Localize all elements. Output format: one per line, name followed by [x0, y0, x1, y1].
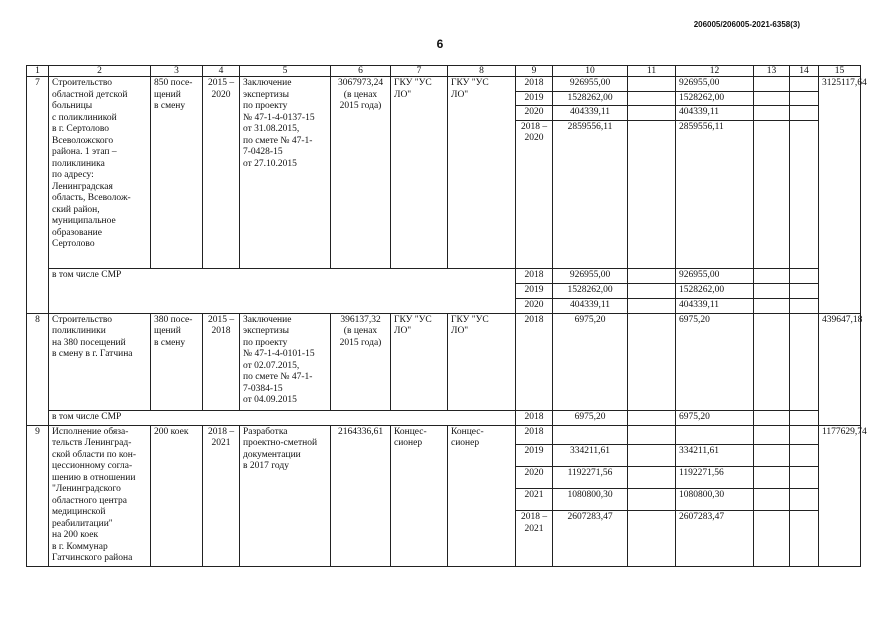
total-funding — [553, 425, 628, 445]
regional-funding: 404339,11 — [676, 298, 754, 313]
document-number: 206005/206005-2021-6358(3) — [693, 20, 800, 29]
object-capacity: 200 коек — [151, 425, 203, 566]
expertise-details: Разработка проектно-сметной документации в 2017 году — [240, 425, 331, 566]
budget-table-container — [26, 65, 867, 567]
year-cell: 2021 — [516, 489, 553, 511]
regional-funding: 1528262,00 — [676, 91, 754, 106]
total-funding: 1192271,56 — [553, 467, 628, 489]
budget-table — [26, 65, 867, 567]
smr-label: в том числе СМР — [49, 268, 516, 313]
total-funding: 926955,00 — [553, 268, 628, 283]
column-number-8: 8 — [448, 66, 516, 77]
other-funding — [790, 425, 819, 445]
expertise-details: Заключение экспертизы по проекту № 47-1-4-0101-15 от 02.07.2015, по смете № 47-1- 7-0384-15 от 04.09.2015 — [240, 313, 331, 410]
column-number-7: 7 — [391, 66, 448, 77]
year-cell: 2019 — [516, 283, 553, 298]
local-funding — [754, 511, 790, 566]
year-cell: 2018 — [516, 313, 553, 410]
column-number-1: 1 — [27, 66, 49, 77]
smr-row — [27, 268, 861, 283]
state-customer: Концес- сионер — [391, 425, 448, 566]
estimated-cost: 396137,32 (в ценах 2015 года) — [331, 313, 391, 410]
regional-funding: 926955,00 — [676, 268, 754, 283]
local-funding — [754, 268, 790, 283]
column-number-5: 5 — [240, 66, 331, 77]
column-number-11: 11 — [628, 66, 676, 77]
local-funding — [754, 313, 790, 410]
other-funding — [790, 298, 819, 313]
column-number-2: 2 — [49, 66, 151, 77]
year-cell: 2018 – 2020 — [516, 120, 553, 268]
year-cell: 2019 — [516, 91, 553, 106]
expertise-details: Заключение экспертизы по проекту № 47-1-4-0137-15 от 31.08.2015, по смете № 47-1- 7-0428-15 от 27.10.2015 — [240, 77, 331, 269]
regional-funding: 2607283,47 — [676, 511, 754, 566]
total-funding: 404339,11 — [553, 106, 628, 121]
federal-funding — [628, 467, 676, 489]
local-funding — [754, 489, 790, 511]
table-row — [27, 77, 861, 92]
other-funding — [790, 106, 819, 121]
federal-funding — [628, 445, 676, 467]
year-cell: 2018 — [516, 410, 553, 425]
regional-funding: 6975,20 — [676, 410, 754, 425]
local-funding — [754, 283, 790, 298]
smr-row — [27, 410, 861, 425]
local-funding — [754, 298, 790, 313]
column-number-row — [27, 66, 861, 77]
construction-period: 2015 – 2018 — [203, 313, 240, 410]
object-capacity: 850 посе- щений в смену — [151, 77, 203, 269]
local-funding — [754, 425, 790, 445]
state-customer: ГКУ "УС ЛО" — [391, 77, 448, 269]
other-funding — [790, 511, 819, 566]
entry-number: 9 — [27, 425, 49, 566]
page-number: 6 — [436, 37, 444, 51]
other-funding — [790, 283, 819, 298]
local-funding — [754, 120, 790, 268]
federal-funding — [628, 283, 676, 298]
federal-funding — [628, 425, 676, 445]
table-row — [27, 425, 861, 445]
other-funding — [790, 467, 819, 489]
other-funding — [790, 120, 819, 268]
year-cell: 2018 — [516, 77, 553, 92]
other-funding — [790, 77, 819, 92]
other-funding — [790, 489, 819, 511]
total-funding: 926955,00 — [553, 77, 628, 92]
remaining-cost: 3125117,64 — [819, 77, 861, 314]
column-number-12: 12 — [676, 66, 754, 77]
estimated-cost: 3067973,24 (в ценах 2015 года) — [331, 77, 391, 269]
federal-funding — [628, 120, 676, 268]
year-cell: 2020 — [516, 467, 553, 489]
federal-funding — [628, 298, 676, 313]
federal-funding — [628, 106, 676, 121]
regional-funding: 2859556,11 — [676, 120, 754, 268]
federal-funding — [628, 91, 676, 106]
regional-funding: 334211,61 — [676, 445, 754, 467]
table-row — [27, 313, 861, 410]
other-funding — [790, 313, 819, 410]
other-funding — [790, 268, 819, 283]
other-funding — [790, 410, 819, 425]
column-number-14: 14 — [790, 66, 819, 77]
total-funding: 2607283,47 — [553, 511, 628, 566]
estimated-cost: 2164336,61 — [331, 425, 391, 566]
developer: ГКУ "УС ЛО" — [448, 313, 516, 410]
other-funding — [790, 445, 819, 467]
state-customer: ГКУ "УС ЛО" — [391, 313, 448, 410]
regional-funding: 1528262,00 — [676, 283, 754, 298]
year-cell: 2020 — [516, 106, 553, 121]
column-number-6: 6 — [331, 66, 391, 77]
column-number-10: 10 — [553, 66, 628, 77]
entry-number: 8 — [27, 313, 49, 425]
local-funding — [754, 467, 790, 489]
object-capacity: 380 посе- щений в смену — [151, 313, 203, 410]
remaining-cost: 439647,18 — [819, 313, 861, 425]
total-funding: 1080800,30 — [553, 489, 628, 511]
year-cell: 2018 — [516, 425, 553, 445]
total-funding: 6975,20 — [553, 410, 628, 425]
regional-funding: 926955,00 — [676, 77, 754, 92]
regional-funding: 6975,20 — [676, 313, 754, 410]
column-number-13: 13 — [754, 66, 790, 77]
developer: Концес- сионер — [448, 425, 516, 566]
entry-number: 7 — [27, 77, 49, 314]
object-name: Строительство поликлиники на 380 посещений в смену в г. Гатчина — [49, 313, 151, 410]
table-body — [27, 66, 867, 567]
construction-period: 2018 – 2021 — [203, 425, 240, 566]
total-funding: 1528262,00 — [553, 283, 628, 298]
object-name: Строительство областной детской больницы с поликлиникой в г. Сертолово Всеволожского района. 1 этап – поликлиника по адресу: Ленинградская область, Всеволож- ский район, муниципальное образование Сертолово — [49, 77, 151, 269]
year-cell: 2019 — [516, 445, 553, 467]
developer: ГКУ "УС ЛО" — [448, 77, 516, 269]
local-funding — [754, 106, 790, 121]
total-funding: 2859556,11 — [553, 120, 628, 268]
federal-funding — [628, 410, 676, 425]
total-funding: 1528262,00 — [553, 91, 628, 106]
local-funding — [754, 91, 790, 106]
column-number-4: 4 — [203, 66, 240, 77]
regional-funding — [676, 425, 754, 445]
federal-funding — [628, 511, 676, 566]
local-funding — [754, 410, 790, 425]
regional-funding: 404339,11 — [676, 106, 754, 121]
federal-funding — [628, 77, 676, 92]
remaining-cost: 1177629,74 — [819, 425, 861, 566]
column-number-15: 15 — [819, 66, 861, 77]
federal-funding — [628, 489, 676, 511]
column-number-9: 9 — [516, 66, 553, 77]
year-cell: 2018 – 2021 — [516, 511, 553, 566]
construction-period: 2015 – 2020 — [203, 77, 240, 269]
regional-funding: 1080800,30 — [676, 489, 754, 511]
column-number-3: 3 — [151, 66, 203, 77]
local-funding — [754, 77, 790, 92]
object-name: Исполнение обяза- тельств Ленинград- ской области по кон- цессионному согла- шению в отношении "Ленинградского областного центра медицинской реабилитации" на 200 коек в г. Коммунар Гатчинского района — [49, 425, 151, 566]
local-funding — [754, 445, 790, 467]
other-funding — [790, 91, 819, 106]
total-funding: 334211,61 — [553, 445, 628, 467]
year-cell: 2020 — [516, 298, 553, 313]
total-funding: 6975,20 — [553, 313, 628, 410]
federal-funding — [628, 313, 676, 410]
total-funding: 404339,11 — [553, 298, 628, 313]
smr-label: в том числе СМР — [49, 410, 516, 425]
regional-funding: 1192271,56 — [676, 467, 754, 489]
year-cell: 2018 — [516, 268, 553, 283]
federal-funding — [628, 268, 676, 283]
